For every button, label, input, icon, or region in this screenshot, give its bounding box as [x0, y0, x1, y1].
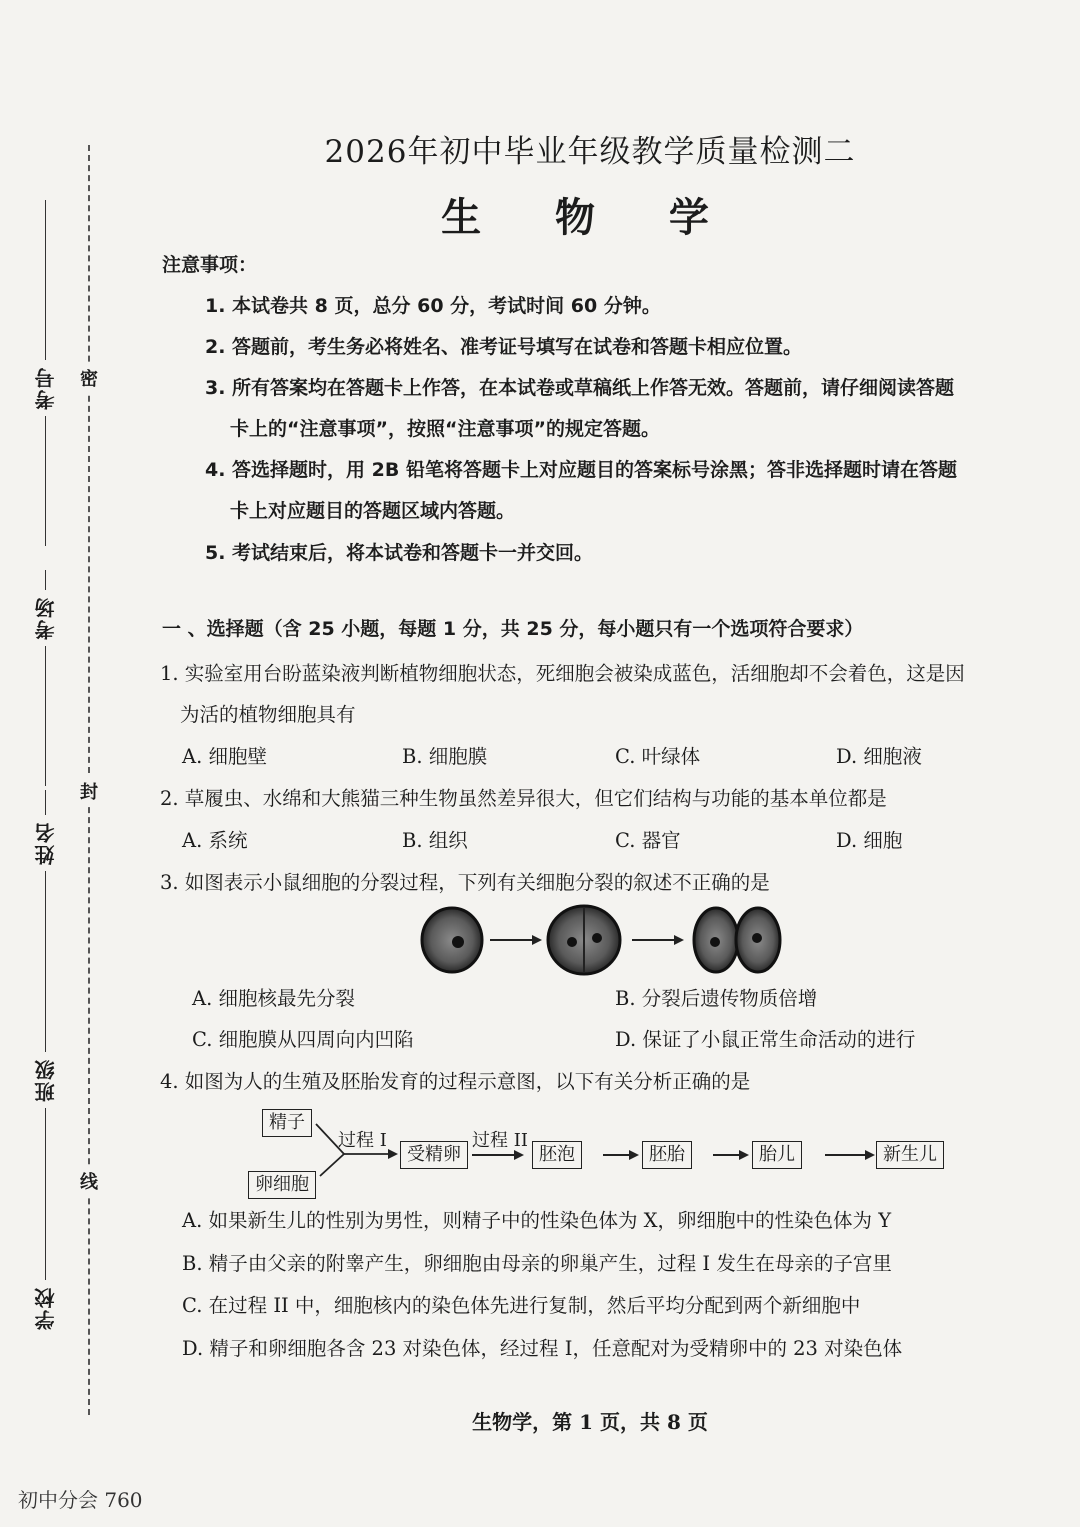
q2-option-d: D. 细胞: [836, 829, 903, 852]
flow-label-process-2: 过程 II: [472, 1130, 528, 1151]
flow-box-sperm: 精子: [262, 1109, 312, 1137]
q1-option-d: D. 细胞液: [836, 745, 922, 768]
note-item: 3. 所有答案均在答题卡上作答，在本试卷或草稿纸上作答无效。答题前，请仔细阅读答题: [205, 377, 955, 399]
note-item: 卡上对应题目的答题区域内答题。: [230, 500, 516, 522]
q4-option-d: D. 精子和卵细胞各含 23 对染色体，经过程 I，任意配对为受精卵中的 23 对染色体: [182, 1337, 903, 1360]
notes-heading: 注意事项：: [162, 254, 258, 276]
field-label: 班级: [33, 1058, 58, 1102]
exam-title: 2026年初中毕业年级教学质量检测二: [324, 134, 856, 170]
q1-option-a: A. 细胞壁: [182, 745, 267, 768]
q2-option-c: C. 器官: [615, 829, 681, 852]
seal-xian: 线: [80, 1165, 98, 1197]
q4-option-b: B. 精子由父亲的附睾产生，卵细胞由母亲的卵巢产生，过程 I 发生在母亲的子宫里: [182, 1252, 892, 1275]
q3-option-a: A. 细胞核最先分裂: [192, 987, 355, 1010]
cell-stage-3: [694, 908, 780, 972]
question-1-stem-cont: 为活的植物细胞具有: [180, 703, 356, 726]
q3-option-b: B. 分裂后遗传物质倍增: [615, 987, 818, 1010]
field-class: [28, 1030, 62, 1248]
watermark-text: 初中分会 760: [18, 1488, 143, 1512]
flow-box-fetus: 胎儿: [752, 1141, 802, 1169]
field-school: [28, 1245, 62, 1336]
question-4-stem: 4. 如图为人的生殖及胚胎发育的过程示意图，以下有关分析正确的是: [160, 1070, 751, 1093]
q1-option-b: B. 细胞膜: [402, 745, 488, 768]
field-label: 姓名: [33, 821, 58, 865]
field-label: 学校: [33, 1286, 58, 1330]
flow-label-process-1: 过程 I: [338, 1130, 387, 1151]
page-footer: 生物学，第 1 页，共 8 页: [472, 1410, 708, 1434]
section-heading: 一 、选择题（含 25 小题，每题 1 分，共 25 分，每小题只有一个选项符合要求）: [162, 618, 864, 640]
seal-feng: 封: [80, 775, 98, 807]
question-3-stem: 3. 如图表示小鼠细胞的分裂过程，下列有关细胞分裂的叙述不正确的是: [160, 871, 770, 894]
seal-mi: 密: [80, 362, 98, 394]
cell-stage-1: [422, 908, 482, 972]
flow-box-egg: 卵细胞: [248, 1171, 316, 1199]
q1-option-c: C. 叶绿体: [615, 745, 701, 768]
note-item: 卡上的“注意事项”，按照“注意事项”的规定答题。: [230, 418, 660, 440]
field-exam-room: [28, 570, 62, 786]
cell-stage-2: [548, 906, 620, 974]
flow-arrow: [713, 1154, 747, 1156]
flow-box-embryo: 胚胎: [642, 1141, 692, 1169]
flow-box-newborn: 新生儿: [876, 1141, 944, 1169]
question-2-stem: 2. 草履虫、水绵和大熊猫三种生物虽然差异很大，但它们结构与功能的基本单位都是: [160, 787, 887, 810]
q2-option-a: A. 系统: [182, 829, 248, 852]
flow-box-zygote: 受精卵: [400, 1141, 468, 1169]
note-item: 4. 答选择题时，用 2B 铅笔将答题卡上对应题目的答案标号涂黑；答非选择题时请在答题: [205, 459, 957, 481]
note-item: 1. 本试卷共 8 页，总分 60 分，考试时间 60 分钟。: [205, 295, 661, 317]
field-exam-number: [28, 200, 62, 546]
note-item: 5. 考试结束后，将本试卷和答题卡一并交回。: [205, 542, 594, 564]
arrow-stage-1-2: [490, 935, 542, 945]
q4-option-a: A. 如果新生儿的性别为男性，则精子中的性染色体为 X，卵细胞中的性染色体为 Y: [182, 1209, 892, 1232]
field-label: 考号: [33, 366, 58, 410]
flow-arrow: [825, 1154, 873, 1156]
flow-arrow: [603, 1154, 637, 1156]
field-name: [28, 790, 62, 1051]
q3-option-d: D. 保证了小鼠正常生命活动的进行: [615, 1028, 916, 1051]
flow-arrow: [472, 1154, 522, 1156]
note-item: 2. 答题前，考生务必将姓名、准考证号填写在试卷和答题卡相应位置。: [205, 336, 803, 358]
q3-option-c: C. 细胞膜从四周向内凹陷: [192, 1028, 414, 1051]
question-1-stem: 1. 实验室用台盼蓝染液判断植物细胞状态，死细胞会被染成蓝色，活细胞却不会着色，这是因: [160, 662, 965, 685]
flow-box-blastocyst: 胚泡: [532, 1141, 582, 1169]
q2-option-b: B. 组织: [402, 829, 468, 852]
q4-option-c: C. 在过程 II 中，细胞核内的染色体先进行复制，然后平均分配到两个新细胞中: [182, 1294, 861, 1317]
field-label: 考场: [33, 596, 58, 640]
cell-division-figure: [410, 902, 790, 980]
arrow-stage-2-3: [632, 935, 684, 945]
subject-title: 生 物 学: [441, 195, 739, 241]
